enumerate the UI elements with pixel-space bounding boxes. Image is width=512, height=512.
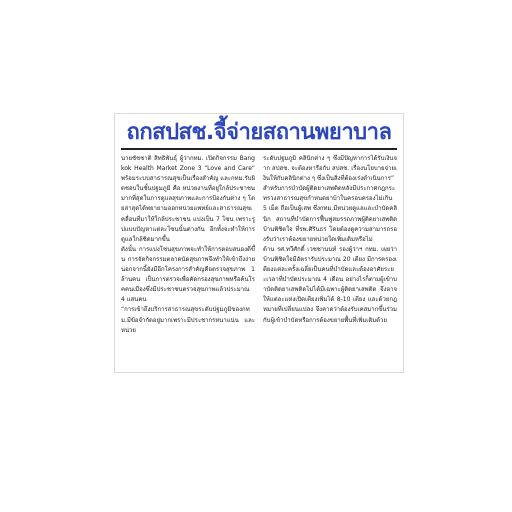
paragraph: “การเข้าถึงบริการสาธารณสุขระดับปฐมภูมิของกทม.มีข้อจำกัดอยู่มากเพราะมีประชากรหนาแน่น และหน่วย bbox=[121, 306, 255, 334]
headline-divider bbox=[121, 148, 397, 150]
paragraph: สำหรับการบำบัดผู้ติดยาเสพติดหลังมีประกาศกฎกระทรวงสาธารณสุขกำหนดยาบ้าในครอบครองไม่เกิน 5 เม็ด ถือเป็นผู้เสพ ซึ่งกทม.มีหน่วยดูแลและบำบัดคลินิก สถานที่บำบัดการฟื้นฟูสมรรถภาพผู้ติดยาเสพติด บ้านพิชิตใจ ที่รพ.ศิรินธร โดยต้องดูความสามารถรองรับว่าเราต้องขยายหน่วยใดเพิ่มเติมหรือไม่ bbox=[263, 185, 397, 243]
paragraph: ระดับปฐมภูมิ คลินิกต่าง ๆ ซึ่งมีปัญหาการได้รับเงินจาก สปสช. จะต้องหารือกับ สปสช. เรื่องนโยบายจ่ายเงินให้กับคลินิกต่าง ๆ ซึ่งเป็นสิ่งที่ต้องเร่งดำเนินการ” bbox=[263, 155, 397, 183]
paragraph: ดังนั้น การแบ่งโซนสุขภาพจะทำให้การตอบสนองดีขึ้น การจัดกิจกรรมตลาดนัดสุขภาพจึงทำให้เข้าถึงง่ายนอกจากนี้ยังมีอีกโครงการสำคัญคือตรวจสุขภาพ 1 ล้านคน เป็นการตรวจเพื่อคัดกรองสุขภาพหรือค้นโรคคนเมืองซึ่งมีประชาชนตรวจสุขภาพแล้วประมาณ 4 แสนคน bbox=[121, 245, 255, 304]
article-body bbox=[121, 154, 397, 368]
newspaper-clipping bbox=[114, 113, 404, 373]
paragraph: ด้าน รศ.ทวีศักดิ์ เวชชานนท์ รองผู้ว่าฯ กทม. เผยว่า บ้านพิชิตใจมีอัตรารับประมาณ 20 เตียง มีการครองเตียงแต่ละครั้งเฉลี่ยเป็นคนที่บำบัดและต้องอาศัยระยะเวลาที่บำบัดประมาณ 4 เดือน อย่างไรก็ตามผู้เข้าบำบัดติดยาเสพติดไม่ได้มีเฉพาะผู้ติดยาเสพติด จึงอาจให้แต่ละแห่งเปิดเตียงเพิ่มได้ 8-10 เตียง และด้วยกฎหมายที่เปลี่ยนแปลง จึงคาดว่าต้องรับเคสมากขึ้นร่วมกับผู้เข้าบำบัดหรือการต้องขยายพื้นที่เพิ่มเติมด้วย bbox=[263, 245, 397, 324]
article-headline: ถกสปสช.จี้จ่ายสถานพยาบาล bbox=[126, 120, 392, 145]
right-column bbox=[263, 154, 397, 368]
paragraph: นายชัชชาติ สิทธิพันธุ์ ผู้ว่ากทม. เปิดกิจกรรม Bangkok Health Market Zone 3 “Love and Care” พร้อมระบบสาธารณสุขเป็นเรื่องสำคัญ และกทม.รับผิดชอบในชั้นปฐมภูมิ คือ หน่วยงานที่อยู่ใกล้ประชาชนมากที่สุดในการดูแลสุขภาพและการป้องกันต่าง ๆ โดยล่าสุดได้พยายามออกหน่วยแพทย์และสาธารณสุขเคลื่อนที่มาให้ใกล้ประชาชน แบ่งเป็น 7 โซน เพราะรูปแบบปัญหาแต่ละโซนนั้นต่างกัน อีกทั้งจะทำให้การดูแลใกล้ชิดมากขึ้น bbox=[121, 155, 255, 243]
left-column bbox=[121, 154, 255, 368]
